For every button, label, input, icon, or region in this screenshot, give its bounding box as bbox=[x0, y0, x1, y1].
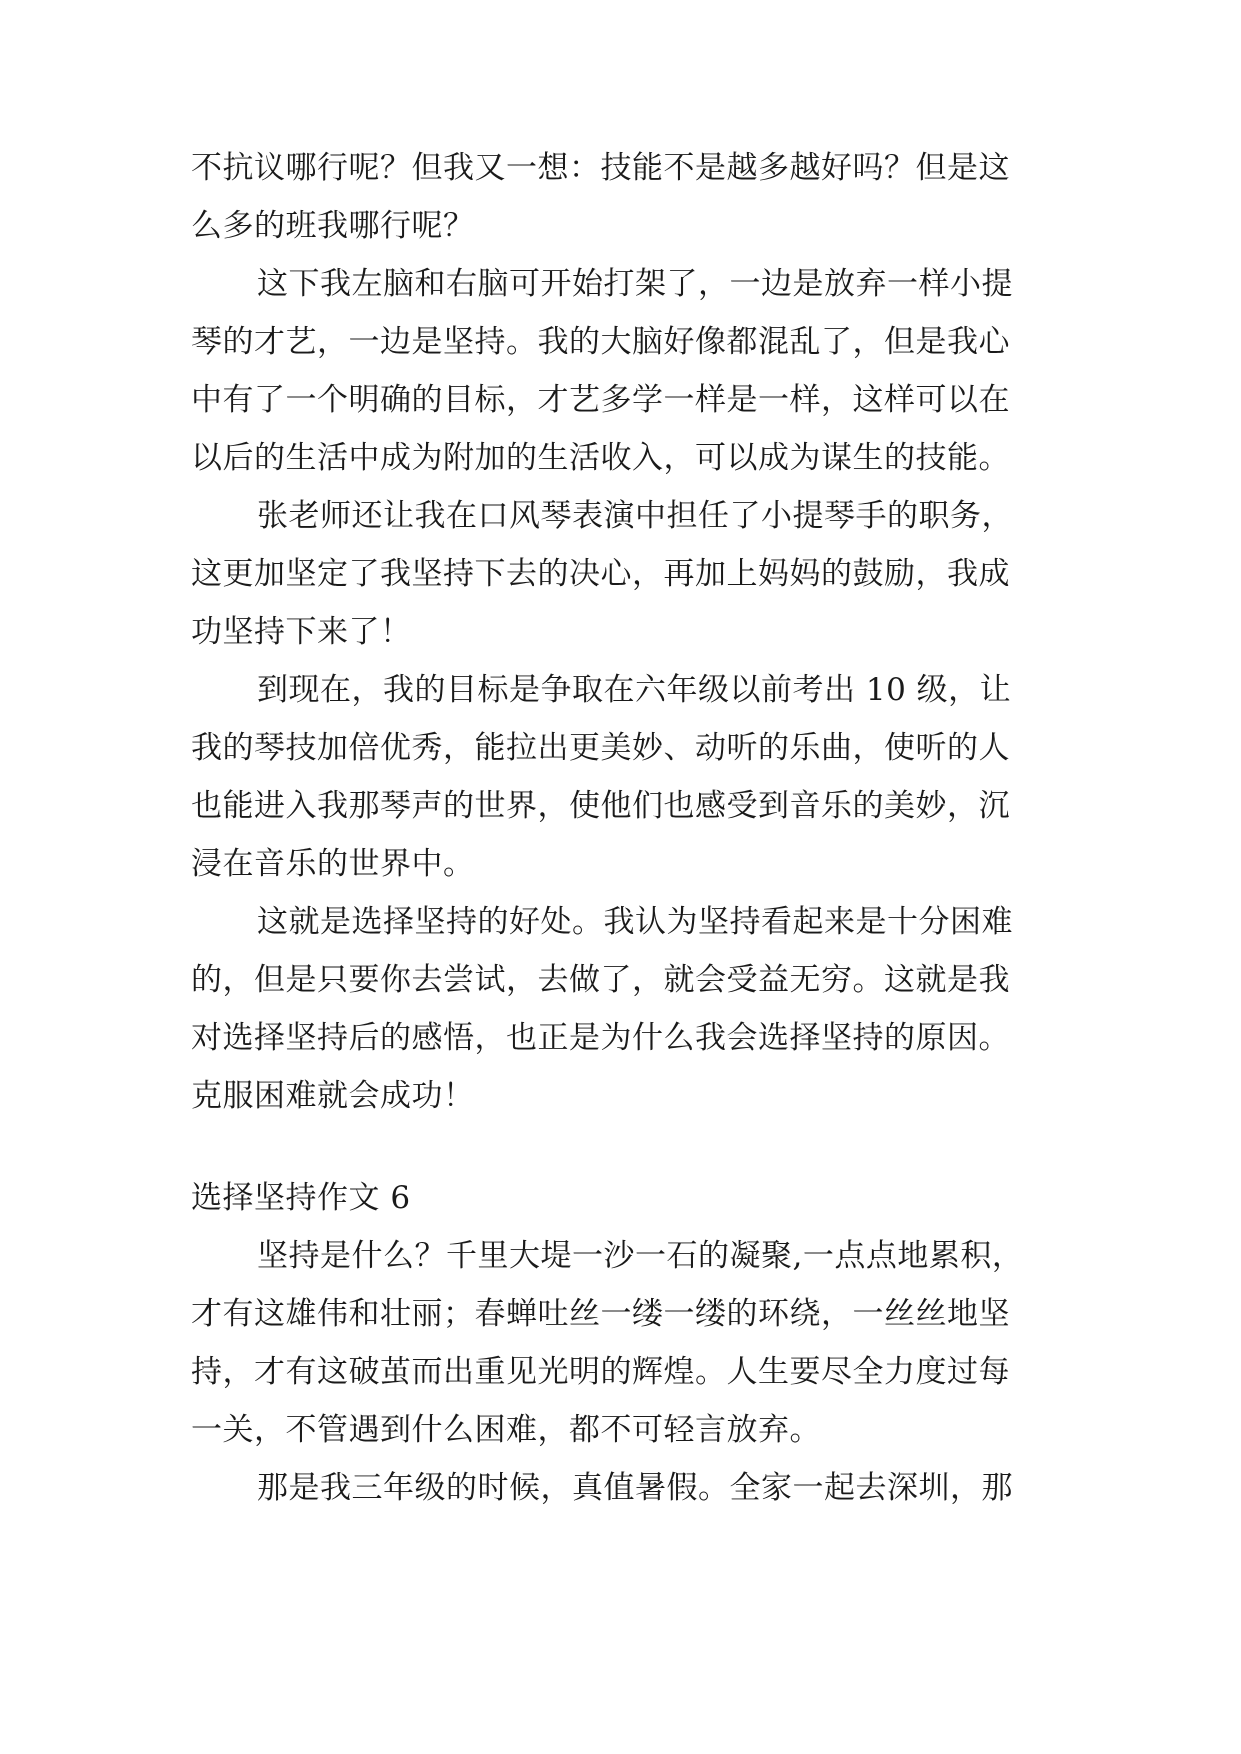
text-line: 中有了一个明确的目标，才艺多学一样是一样，这样可以在 bbox=[191, 382, 1010, 418]
text-line: 以后的生活中成为附加的生活收入，可以成为谋生的技能。 bbox=[191, 440, 1010, 476]
text-line: 不抗议哪行呢？但我又一想：技能不是越多越好吗？但是这 bbox=[191, 150, 1010, 186]
text-line: 么多的班我哪行呢？ bbox=[191, 208, 475, 244]
text-line: 浸在音乐的世界中。 bbox=[191, 846, 475, 882]
text-line: 对选择坚持后的感悟，也正是为什么我会选择坚持的原因。 bbox=[191, 1020, 1010, 1056]
text-line: 琴的才艺，一边是坚持。我的大脑好像都混乱了，但是我心 bbox=[191, 324, 1010, 360]
text-line: 坚持是什么？千里大堤一沙一石的凝聚,一点点地累积， bbox=[257, 1238, 1024, 1274]
text-line: 持，才有这破茧而出重见光明的辉煌。人生要尽全力度过每 bbox=[191, 1354, 1010, 1390]
text-line: 那是我三年级的时候，真值暑假。全家一起去深圳，那 bbox=[257, 1470, 1013, 1506]
text-line: 克服困难就会成功！ bbox=[191, 1078, 475, 1114]
text-line: 的，但是只要你去尝试，去做了，就会受益无穷。这就是我 bbox=[191, 962, 1010, 998]
text-line: 才有这雄伟和壮丽；春蝉吐丝一缕一缕的环绕，一丝丝地坚 bbox=[191, 1296, 1010, 1332]
text-line: 这更加坚定了我坚持下去的决心，再加上妈妈的鼓励，我成 bbox=[191, 556, 1010, 592]
text-line: 这下我左脑和右脑可开始打架了，一边是放弃一样小提 bbox=[257, 266, 1013, 302]
text-line: 我的琴技加倍优秀，能拉出更美妙、动听的乐曲，使听的人 bbox=[191, 730, 1010, 766]
text-line: 张老师还让我在口风琴表演中担任了小提琴手的职务， bbox=[257, 498, 1013, 534]
text-line: 这就是选择坚持的好处。我认为坚持看起来是十分困难 bbox=[257, 904, 1013, 940]
text-line: 功坚持下来了！ bbox=[191, 614, 412, 650]
text-line: 到现在，我的目标是争取在六年级以前考出 10 级，让 bbox=[257, 672, 1012, 708]
section-heading: 选择坚持作文 6 bbox=[191, 1180, 411, 1216]
text-line: 也能进入我那琴声的世界，使他们也感受到音乐的美妙，沉 bbox=[191, 788, 1010, 824]
text-line: 一关，不管遇到什么困难，都不可轻言放弃。 bbox=[191, 1412, 821, 1448]
